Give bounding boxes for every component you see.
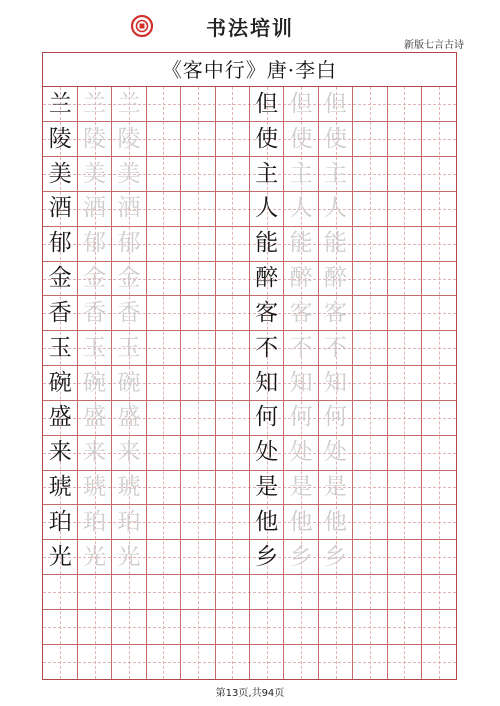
right-column-model-char: 客: [255, 299, 279, 326]
left-column-trace-char: 玉: [83, 334, 107, 361]
left-column-model-char: 酒: [48, 195, 72, 222]
page-subtitle: 新版七言古诗: [404, 40, 464, 51]
left-column-trace-char: 香: [83, 299, 107, 326]
left-column-model-char: 盛: [48, 404, 72, 431]
right-column-model-char: 主: [255, 160, 279, 187]
right-column-trace-char: 能: [289, 230, 313, 257]
right-column-model-char: 不: [255, 334, 279, 361]
left-column-trace-char: 金: [83, 265, 107, 292]
left-column-model-char: 玉: [48, 334, 72, 361]
right-column-trace-char: 醉: [324, 265, 348, 292]
practice-grid: [43, 87, 456, 679]
left-column-trace-char: 兰: [117, 91, 141, 117]
left-column-trace-char: 郁: [117, 230, 141, 257]
right-column-model-char: 能: [255, 230, 279, 257]
left-column-trace-char: 玉: [117, 334, 141, 361]
left-column-model-char: 珀: [48, 508, 72, 535]
practice-sheet: [42, 52, 457, 680]
left-column-trace-char: 陵: [83, 125, 107, 152]
left-column-trace-char: 美: [117, 160, 141, 187]
right-column-trace-char: 是: [289, 474, 313, 501]
right-column-model-char: 处: [255, 439, 279, 466]
left-column-trace-char: 盛: [117, 404, 141, 431]
left-column-trace-char: 珀: [117, 508, 141, 535]
left-column-trace-char: 陵: [117, 125, 141, 152]
right-column-trace-char: 他: [289, 508, 313, 535]
grid-line-vertical: [387, 87, 388, 679]
right-column-trace-char: 主: [324, 160, 348, 187]
grid-line-horizontal: [43, 644, 456, 645]
left-column-model-char: 金: [48, 265, 72, 292]
left-column-trace-char: 香: [117, 299, 141, 326]
right-column-trace-char: 知: [289, 369, 313, 396]
left-column-model-char: 来: [48, 439, 72, 466]
right-column-trace-char: 醉: [289, 265, 313, 292]
right-column-trace-char: 处: [289, 439, 313, 466]
left-column-trace-char: 光: [83, 543, 107, 570]
grid-line-vertical: [421, 87, 422, 679]
right-column-trace-char: 但: [289, 91, 313, 117]
right-column-trace-char: 不: [324, 334, 348, 361]
left-column-trace-char: 碗: [117, 369, 141, 396]
right-column-model-char: 何: [255, 404, 279, 431]
left-column-trace-char: 碗: [83, 369, 107, 396]
right-column-model-char: 是: [255, 474, 279, 501]
right-column-trace-char: 人: [324, 195, 348, 222]
left-column-model-char: 碗: [48, 369, 72, 396]
right-column-trace-char: 知: [324, 369, 348, 396]
right-column-trace-char: 主: [289, 160, 313, 187]
left-column-model-char: 琥: [48, 474, 72, 501]
right-column-trace-char: 但: [324, 91, 348, 117]
page-title: 书法培训: [206, 16, 294, 40]
left-column-trace-char: 来: [83, 439, 107, 466]
right-column-trace-char: 能: [324, 230, 348, 257]
right-column-model-char: 人: [255, 195, 279, 222]
right-column-trace-char: 乡: [324, 543, 348, 570]
grid-line-vertical: [215, 87, 216, 679]
left-column-model-char: 陵: [48, 125, 72, 152]
right-column-model-char: 知: [255, 369, 279, 396]
right-column-trace-char: 处: [324, 439, 348, 466]
right-column-trace-char: 何: [289, 404, 313, 431]
right-column-model-char: 乡: [255, 543, 279, 570]
left-column-trace-char: 琥: [117, 474, 141, 501]
right-column-model-char: 他: [255, 508, 279, 535]
left-column-trace-char: 美: [83, 160, 107, 187]
grid-line-horizontal: [43, 609, 456, 610]
page-header: [0, 0, 500, 52]
right-column-trace-char: 人: [289, 195, 313, 222]
right-column-model-char: 使: [255, 125, 279, 152]
left-column-model-char: 兰: [48, 91, 72, 117]
right-column-model-char: 醉: [255, 265, 279, 292]
left-column-trace-char: 金: [117, 265, 141, 292]
left-column-trace-char: 光: [117, 543, 141, 570]
left-column-trace-char: 郁: [83, 230, 107, 257]
left-column-model-char: 香: [48, 299, 72, 326]
left-column-model-char: 郁: [48, 230, 72, 257]
right-column-trace-char: 是: [324, 474, 348, 501]
left-column-trace-char: 盛: [83, 404, 107, 431]
right-column-trace-char: 他: [324, 508, 348, 535]
left-column-trace-char: 酒: [83, 195, 107, 222]
right-column-trace-char: 不: [289, 334, 313, 361]
right-column-model-char: 但: [255, 91, 279, 117]
right-column-trace-char: 使: [324, 125, 348, 152]
right-column-trace-char: 客: [324, 299, 348, 326]
right-column-trace-char: 何: [324, 404, 348, 431]
left-column-model-char: 光: [48, 543, 72, 570]
left-column-model-char: 美: [48, 160, 72, 187]
page-number: 第13页,共94页: [215, 688, 285, 699]
left-column-trace-char: 珀: [83, 508, 107, 535]
left-column-trace-char: 来: [117, 439, 141, 466]
grid-line-vertical: [180, 87, 181, 679]
left-column-trace-char: 兰: [83, 91, 107, 117]
right-column-trace-char: 使: [289, 125, 313, 152]
left-column-trace-char: 琥: [83, 474, 107, 501]
right-column-trace-char: 客: [289, 299, 313, 326]
left-column-trace-char: 酒: [117, 195, 141, 222]
poem-title: 《客中行》唐·李白: [43, 53, 456, 87]
right-column-trace-char: 乡: [289, 543, 313, 570]
